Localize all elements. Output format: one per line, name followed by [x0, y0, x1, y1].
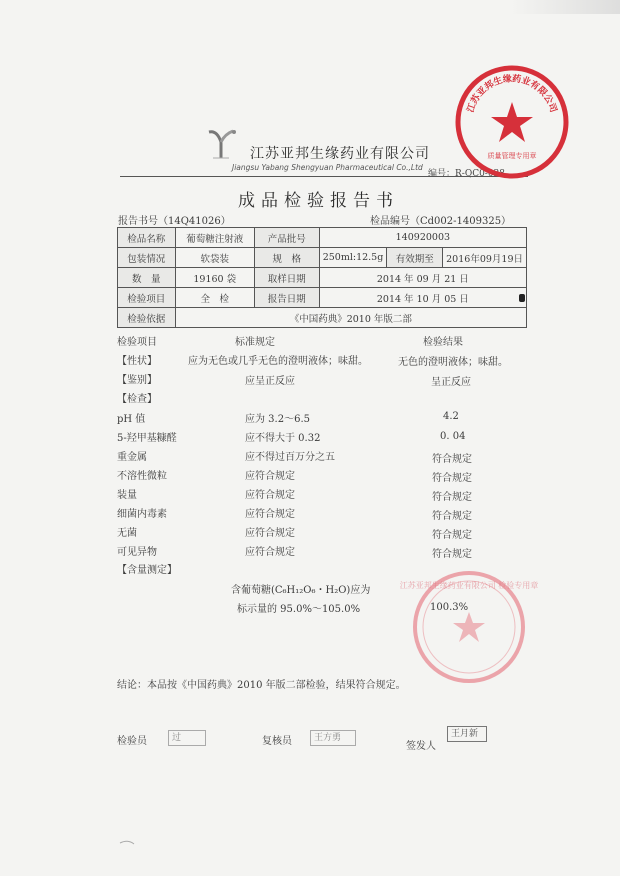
basis-value: 《中国药典》2010 年版二部: [175, 308, 526, 328]
sampling-date-label: 取样日期: [254, 268, 319, 288]
check-item-name: 细菌内毒素: [117, 509, 167, 520]
document-code: 编号：R-QC0-028: [428, 169, 506, 179]
sampling-date-value: 2014 年 09 月 21 日: [319, 268, 526, 288]
section-appearance: 【性状】: [117, 356, 157, 367]
table-row: [118, 228, 527, 248]
section-assay: 【含量测定】: [117, 565, 177, 576]
table-row: [118, 268, 527, 288]
issuer-signature: 王月新: [447, 726, 487, 742]
package-label: 包装情况: [118, 248, 176, 268]
check-item-name: 装量: [117, 490, 137, 501]
company-seal-icon: [452, 62, 572, 182]
appearance-result: 无色的澄明液体；味甜。: [398, 357, 508, 368]
check-item-standard: 应符合规定: [245, 547, 295, 558]
check-item-result: 符合规定: [432, 530, 472, 541]
test-item-value: 全 检: [175, 288, 254, 308]
company-name-en: Jiangsu Yabang Shengyuan Pharmaceutical Co.,Ltd: [232, 163, 423, 172]
identification-standard: 应呈正反应: [245, 376, 295, 387]
product-name-label: 检品名称: [118, 228, 176, 248]
batch-value: 140920003: [319, 228, 526, 248]
column-header-result: 检验结果: [423, 337, 463, 348]
check-item-standard: 应符合规定: [245, 509, 295, 520]
check-item-name: 无菌: [117, 528, 137, 539]
quantity-value: 19160 袋: [175, 268, 254, 288]
spec-value: 250ml:12.5g: [319, 248, 387, 268]
issuer-label: 签发人: [406, 741, 436, 752]
basis-label: 检验依据: [118, 308, 176, 328]
check-item-standard: 应符合规定: [245, 490, 295, 501]
check-item-standard: 应符合规定: [245, 528, 295, 539]
scan-mark: [519, 294, 525, 302]
test-item-label: 检验项目: [118, 288, 176, 308]
conclusion-text: 结论：本品按《中国药典》2010 年版二部检验，结果符合规定。: [117, 680, 406, 691]
product-name-value: 葡萄糖注射液: [175, 228, 254, 248]
qc-seal-text: 江苏亚邦生缘药业有限公司 检验专用章: [399, 581, 539, 590]
check-item-standard: 应为 3.2～6.5: [245, 414, 310, 425]
check-item-result: 符合规定: [432, 492, 472, 503]
assay-standard-line1: 含葡萄糖(C₆H₁₂O₆・H₂O)应为: [231, 585, 371, 596]
check-item-name: pH 值: [117, 414, 146, 425]
page-title: 成品检验报告书: [238, 191, 399, 211]
inspection-number: 检品编号（Cd002-1409325）: [370, 216, 512, 227]
qc-seal-icon: [399, 568, 539, 686]
section-identification: 【鉴别】: [117, 375, 157, 386]
check-item-result: 符合规定: [432, 549, 472, 560]
check-item-result: 0. 04: [440, 431, 466, 442]
reviewer-label: 复核员: [262, 736, 292, 747]
company-logo-icon: [205, 128, 241, 162]
table-row: [118, 308, 527, 328]
spec-label: 规 格: [254, 248, 319, 268]
column-header-item: 检验项目: [117, 337, 157, 348]
column-header-standard: 标准规定: [235, 337, 275, 348]
check-item-standard: 应符合规定: [245, 471, 295, 482]
inspector-label: 检验员: [117, 736, 147, 747]
company-seal-subtext: 质量管理专用章: [487, 152, 537, 160]
check-item-standard: 应不得大于 0.32: [245, 433, 321, 444]
check-item-name: 5-羟甲基糠醛: [117, 433, 177, 444]
identification-result: 呈正反应: [431, 377, 471, 388]
batch-label: 产品批号: [254, 228, 319, 248]
company-seal-text: 江苏亚邦生缘药业有限公司: [466, 74, 558, 114]
section-check: 【检查】: [117, 394, 157, 405]
report-date-value: 2014 年 10 月 05 日: [319, 288, 526, 308]
inspector-signature: 过: [168, 730, 206, 746]
report-number: 报告书号（14Q41026）: [118, 216, 231, 227]
assay-standard-line2: 标示量的 95.0%～105.0%: [237, 604, 361, 615]
check-item-name: 不溶性微粒: [117, 471, 167, 482]
scan-edge-shadow: [510, 0, 620, 14]
check-item-name: 可见异物: [117, 547, 157, 558]
check-item-result: 符合规定: [432, 473, 472, 484]
assay-result: 100.3%: [430, 602, 469, 613]
expiry-label: 有效期至: [387, 248, 443, 268]
check-item-result: 符合规定: [432, 454, 472, 465]
report-date-label: 报告日期: [254, 288, 319, 308]
quantity-label: 数 量: [118, 268, 176, 288]
table-row: [118, 288, 527, 308]
table-row: [118, 248, 527, 268]
reviewer-signature: 王方勇: [310, 730, 356, 746]
appearance-standard: 应为无色或几乎无色的澄明液体；味甜。: [188, 356, 368, 367]
company-name-cn: 江苏亚邦生缘药业有限公司: [250, 146, 430, 162]
package-value: 软袋装: [175, 248, 254, 268]
check-item-result: 4.2: [443, 411, 459, 422]
check-item-result: 符合规定: [432, 511, 472, 522]
scan-footer-mark: [120, 838, 180, 848]
expiry-value: 2016年09月19日: [443, 248, 527, 268]
product-info-table: [117, 227, 527, 328]
check-item-standard: 应不得过百万分之五: [245, 452, 335, 463]
check-item-name: 重金属: [117, 452, 147, 463]
